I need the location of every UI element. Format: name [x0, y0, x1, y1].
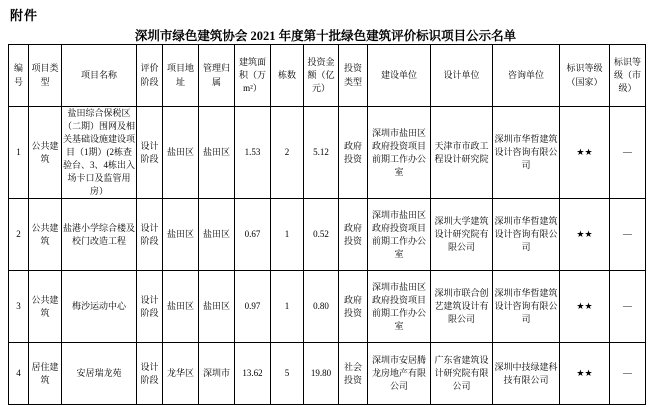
table-cell: 深圳中技绿建科技有限公司: [493, 343, 560, 405]
table-cell: 深圳市: [199, 343, 235, 405]
table-cell: 19.80: [304, 343, 339, 405]
table-cell: 天津市市政工程设计研究院: [431, 107, 493, 199]
column-header-evaluation-stage: 评价阶段: [137, 45, 163, 107]
column-header-number: 编号: [9, 45, 29, 107]
column-header-design-unit: 设计单位: [431, 45, 493, 107]
table-cell: 广东省建筑设计研究院有限公司: [431, 343, 493, 405]
table-cell: ★★: [560, 107, 610, 199]
table-cell: 公共建筑: [29, 107, 62, 199]
table-cell: 0.52: [304, 199, 339, 271]
table-cell: 公共建筑: [29, 199, 62, 271]
table-cell: 深圳市华晢建筑设计咨询有限公司: [493, 199, 560, 271]
column-header-project-address: 项目地址: [163, 45, 199, 107]
column-header-construction-unit: 建设单位: [368, 45, 431, 107]
document-title: 深圳市绿色建筑协会 2021 年度第十批绿色建筑评价标识项目公示名单: [134, 29, 517, 43]
column-header-investment-type: 投资类型: [339, 45, 368, 107]
table-cell: ★★: [560, 343, 610, 405]
table-cell: 深圳市盐田区政府投资项目前期工作办公室: [368, 107, 431, 199]
table-cell: 盐田区: [199, 271, 235, 343]
table-cell: 0.80: [304, 271, 339, 343]
table-cell: 设计阶段: [137, 107, 163, 199]
table-cell: 政府投资: [339, 107, 368, 199]
table-cell: 1: [9, 107, 29, 199]
projects-table: [8, 44, 646, 405]
table-cell: —: [610, 271, 646, 343]
table-cell: 社会投资: [339, 343, 368, 405]
table-cell: 安居瑞龙苑: [62, 343, 137, 405]
table-cell: 设计阶段: [137, 271, 163, 343]
table-cell: 深圳市盐田区政府投资项目前期工作办公室: [368, 199, 431, 271]
table-cell: 龙华区: [163, 343, 199, 405]
table-cell: 盐田区: [163, 199, 199, 271]
column-header-consulting-unit: 咨询单位: [493, 45, 560, 107]
column-header-management: 管理归属: [199, 45, 235, 107]
attachment-label: 附件: [10, 8, 39, 23]
table-cell: 深圳市华晢建筑设计咨询有限公司: [493, 107, 560, 199]
table-cell: 深圳市安居腾龙房地产有限公司: [368, 343, 431, 405]
table-cell: 盐田区: [199, 199, 235, 271]
table-row: [9, 199, 646, 271]
column-header-label-grade-city: 标识等级（市级）: [610, 45, 646, 107]
table-body: [9, 107, 646, 405]
column-header-building-area: 建筑面积（万m²）: [235, 45, 271, 107]
column-header-building-count: 栋数: [271, 45, 304, 107]
table-cell: 居住建筑: [29, 343, 62, 405]
table-cell: 0.67: [235, 199, 271, 271]
table-cell: 梅沙运动中心: [62, 271, 137, 343]
table-row: [9, 271, 646, 343]
table-cell: ★★: [560, 199, 610, 271]
table-cell: 4: [9, 343, 29, 405]
table-cell: 5: [271, 343, 304, 405]
table-cell: 设计阶段: [137, 199, 163, 271]
table-cell: 盐田综合保税区（二期）围网及相关基础设施建设项目（1期）(2栋查验台、3、4栋出入场卡口及监管用房）: [62, 107, 137, 199]
table-cell: 1: [271, 199, 304, 271]
table-cell: 设计阶段: [137, 343, 163, 405]
table-cell: 盐田区: [199, 107, 235, 199]
table-row: [9, 343, 646, 405]
table-cell: 3: [9, 271, 29, 343]
table-row: [9, 107, 646, 199]
table-cell: 2: [9, 199, 29, 271]
table-cell: 盐田区: [163, 107, 199, 199]
table-cell: 0.97: [235, 271, 271, 343]
table-cell: 盐田区: [163, 271, 199, 343]
table-cell: 13.62: [235, 343, 271, 405]
table-cell: 深圳大学建筑设计研究院有限公司: [431, 199, 493, 271]
table-cell: 公共建筑: [29, 271, 62, 343]
table-cell: 政府投资: [339, 271, 368, 343]
column-header-label-grade-national: 标识等级（国家）: [560, 45, 610, 107]
table-cell: 深圳市联合创艺建筑设计有限公司: [431, 271, 493, 343]
table-cell: ★★: [560, 271, 610, 343]
column-header-project-name: 项目名称: [62, 45, 137, 107]
table-cell: 政府投资: [339, 199, 368, 271]
table-cell: 1.53: [235, 107, 271, 199]
table-cell: —: [610, 107, 646, 199]
column-header-project-type: 项目类型: [29, 45, 62, 107]
column-header-investment-amount: 投资金额（亿元）: [304, 45, 339, 107]
table-cell: —: [610, 343, 646, 405]
table-header-row: [9, 45, 646, 107]
table-cell: 深圳市华晢建筑设计咨询有限公司: [493, 271, 560, 343]
table-cell: 深圳市盐田区政府投资项目前期工作办公室: [368, 271, 431, 343]
table-cell: 5.12: [304, 107, 339, 199]
table-cell: 盐港小学综合楼及校门改造工程: [62, 199, 137, 271]
table-cell: 2: [271, 107, 304, 199]
table-cell: 1: [271, 271, 304, 343]
table-cell: —: [610, 199, 646, 271]
